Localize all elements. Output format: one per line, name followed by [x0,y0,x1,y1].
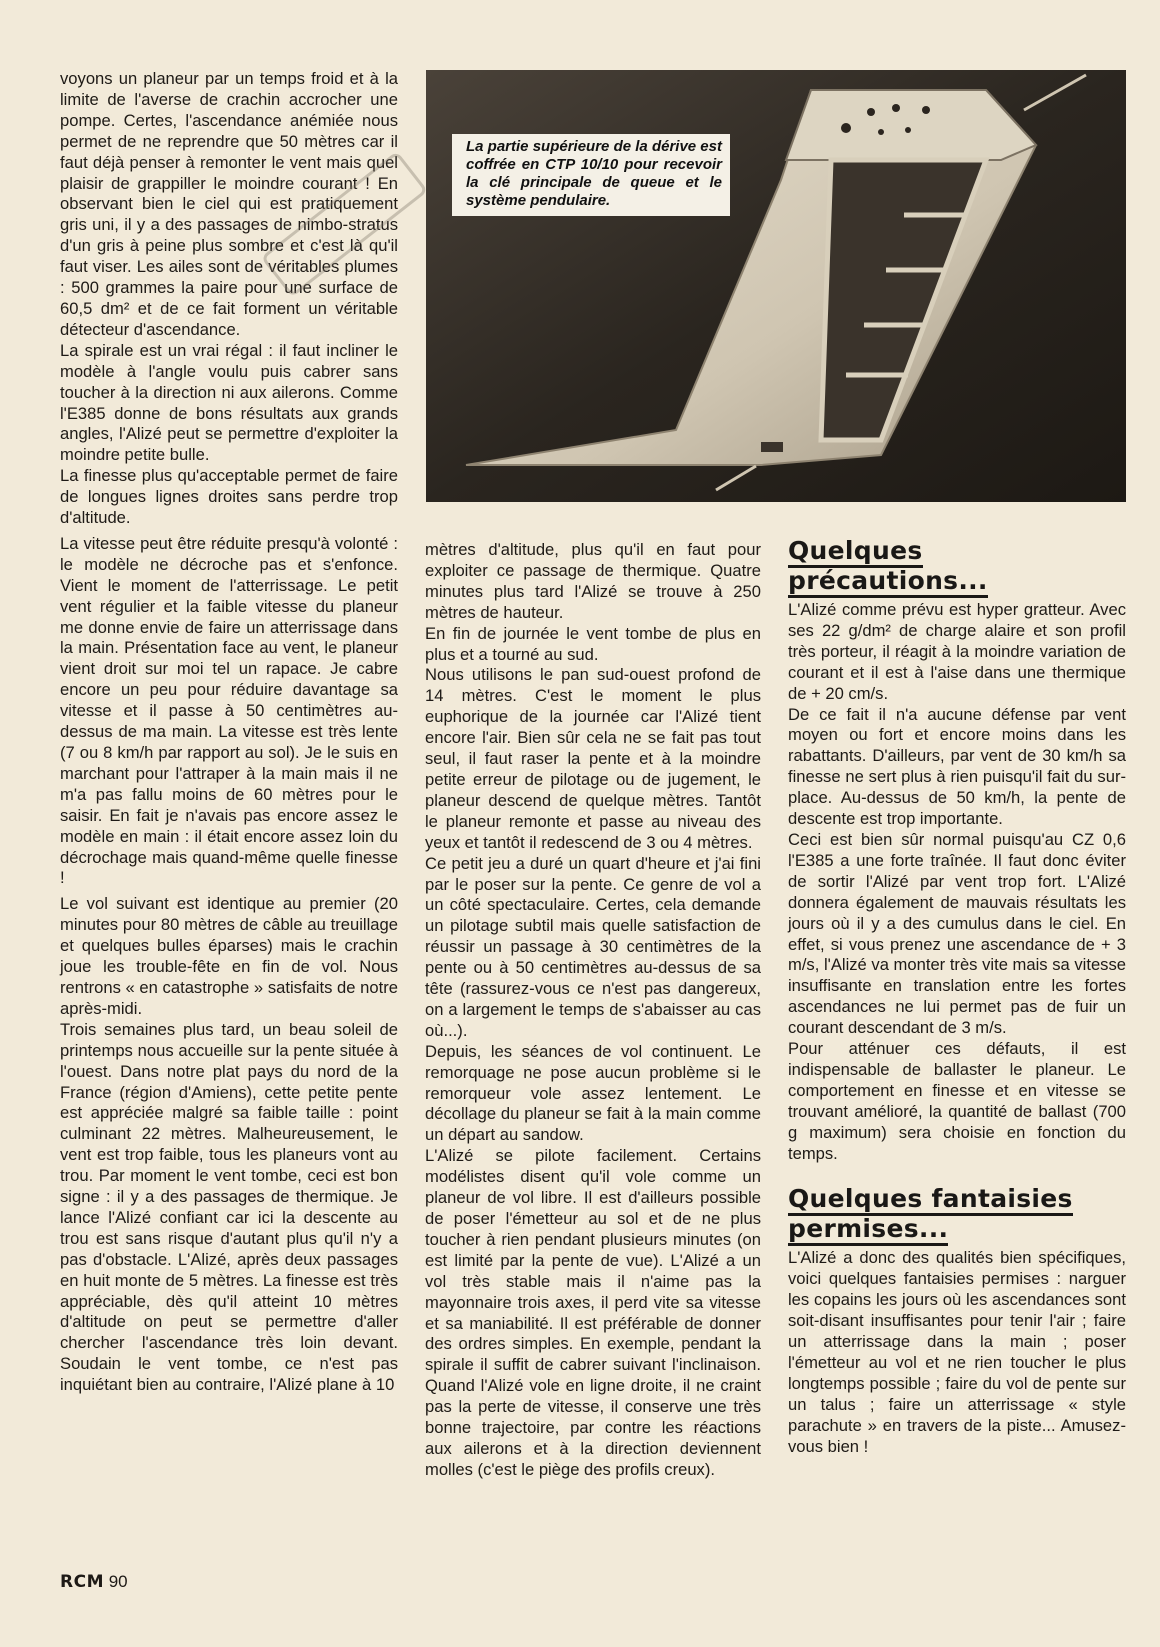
left-column [60,69,398,1396]
paragraph: Pour atténuer ces défauts, il est indispensable de ballaster le planeur. Le comportement en finesse et en vitesse se trouvant amélioré, la quantité de ballast (700 g maximum) sera choisie en fonction du temps. [788,1039,1126,1163]
middle-column [425,540,761,1481]
paragraph: La finesse plus qu'acceptable permet de faire de longues lignes droites sans perdre trop d'altitude. [60,466,398,528]
right-column [788,536,1126,1458]
page-footer [60,1572,128,1592]
section-heading-fantaisies: Quelques fantaisies permises... [788,1184,1126,1244]
paragraph: Ce petit jeu a duré un quart d'heure et j'ai fini par le poser sur la pente. Ce genre de vol a un côté spectaculaire. Certes, cela demande un pilotage subtil mais quelle satisfaction de réussir un passage à 30 centimètres de la pente ou à 50 centimètres au-dessus de sa tête (rassurez-vous ce n'est pas dangereux, on a largement le temps de s'abaisser au cas où...). [425,853,761,1040]
paragraph: Depuis, les séances de vol continuent. Le remorquage ne pose aucun problème si le remorqueur vole assez lentement. Le décollage du planeur se fait à la main comme un départ au sandow. [425,1041,761,1145]
paragraph: Nous utilisons le pan sud-ouest profond de 14 mètres. C'est le moment le plus euphorique de la journée car l'Alizé tient encore l'air. Bien sûr cela ne se fait pas tout seul, il faut raser la pente et à la moindre petite erreur de pilotage ou de jugement, le planeur descend de quelque mètres. Tantôt le planeur remonte et passe au niveau des yeux et tantôt il redescend de 3 ou 4 mètres. [425,665,761,852]
paragraph: Le vol suivant est identique au premier (20 minutes pour 80 mètres de câble au treuillage et quelques bulles éparses) mais le crachin joue les trouble-fête en fin de vol. Nous rentrons « en catastrophe » satisfaits de notre après-midi. [60,894,398,1018]
paragraph: De ce fait il n'a aucune défense par vent moyen ou fort et encore moins dans les rabattants. D'ailleurs, par vent de 30 km/h sa finesse ne sert plus à rien puisqu'il fait du sur-place. Au-dessus de 50 km/h, la pente de descente est trop importante. [788,704,1126,829]
paragraph: L'Alizé comme prévu est hyper gratteur. Avec ses 22 g/dm² de charge alaire et son profil très porteur, il réagit à la moindre variation de courant et il est à l'aise dans une thermique de + 20 cm/s. [788,600,1126,703]
paragraph: L'Alizé se pilote facilement. Certains modélistes disent qu'il vole comme un planeur de vol libre. Il est d'ailleurs possible de poser l'émetteur au sol et de ne plus toucher à rien pendant plusieurs minutes (on est limité par la pente de vue). L'Alizé a un vol très stable mais il n'aime pas la mayonnaire trois axes, il perd vite sa vitesse et sa maniabilité. Il est préférable de donner des ordres simples. En exemple, pendant la spirale il suffit de cabrer suivant l'inclinaison. Quand l'Alizé vole en ligne droite, il ne craint pas la perte de vitesse, il conserve une très bonne trajectoire, par contre les réactions aux ailerons et à la direction deviennent molles (c'est le piège des profils creux). [425,1146,761,1479]
paragraph: La vitesse peut être réduite presqu'à volonté : le modèle ne décroche pas et s'enfonce. Vient le moment de l'atterrissage. Le petit vent régulier et la faible vitesse du planeur me donne envie de faire un atterrissage dans la main. Présentation face au vent, le planeur vient droit sur moi tel un rapace. Je cabre encore un peu pour réduire davantage sa vitesse et il passe à 50 centimètres au-dessus de ma main. La vitesse est très lente (7 ou 8 km/h par rapport au sol). Je le suis en marchant pour l'attraper à la main mais il ne m'a pas fallu moins de 60 mètres pour le saisir. En fait je n'avais pas encore assez le modèle en main : il était encore assez loin du décrochage mais quand-même quelle finesse ! [60,533,398,888]
paragraph: Trois semaines plus tard, un beau soleil de printemps nous accueille sur la pente située à l'ouest. Dans notre plat pays du nord de la France (région d'Amiens), cette petite pente est appréciée malgré sa faible taille : point culminant 22 mètres. Malheureusement, le vent est trop faible, tous les planeurs vont au trou. Par moment le vent tombe, ceci est bon signe : il y a des passages de thermique. Je lance l'Alizé confiant car ici la descente au trou est sans risque d'autant plus qu'il n'y a pas d'obstacle. L'Alizé, après deux passages en huit monte de 5 mètres. La finesse est très appréciable, dès qu'il atteint 10 mètres d'altitude on peut se permettre d'aller chercher l'ascendance très loin devant. Soudain le vent tombe, ce n'est pas inquiétant bien au contraire, l'Alizé plane à 10 [60,1019,398,1395]
section-heading-precautions: Quelques précautions... [788,536,1126,596]
paragraph: La spirale est un vrai régal : il faut incliner le modèle à l'angle voulu puis cabrer sans toucher à la direction ni aux ailerons. Comme l'E385 donne de bons résultats aux grands angles, l'Alizé peut se permettre d'exploiter la moindre petite bulle. [60,340,398,465]
paragraph: L'Alizé a donc des qualités bien spécifiques, voici quelques fantaisies permises : narguer les copains les jours où les ascendances sont soit-disant insuffisantes pour tenir l'air ; faire un atterrissage dans la main ; poser l'émetteur au vol et ne rien toucher le plus longtemps possible ; faire du vol de pente sur un talus ; faire un atterrissage « style parachute » en travers de la piste... Amusez-vous bien ! [788,1248,1126,1456]
paragraph: En fin de journée le vent tombe de plus en plus et a tourné au sud. [425,623,761,664]
paragraph: voyons un planeur par un temps froid et à la limite de l'averse de crachin accrocher une pompe. Certes, l'ascendance anémiée nous permet de ne reprendre que 50 mètres car il faut déjà penser à remonter le vent mais quel plaisir de grappiller le moindre courant ! En observant bien le ciel qui est pratiquement gris uni, il y a des passages de nimbo-stratus d'un gris à peine plus sombre et c'est là qu'il faut viser. Les ailes sont de véritables plumes : 500 grammes la paire pour une surface de 60,5 dm² et de ce fait forment un véritable détecteur d'ascendance. [60,69,398,339]
paragraph: Ceci est bien sûr normal puisqu'au CZ 0,6 l'E385 a une forte traînée. Il faut donc éviter de sortir l'Alizé par vent trop fort. L'Alizé donnera également de mauvais résultats les jours où il y a des cumulus dans le ciel. En effet, si vous prenez une ascendance de + 3 m/s, l'Alizé va monter très vite mais sa vitesse insuffisante en translation entre les fortes ascendances ne lui permet pas de fuir un courant descendant de 3 m/s. [788,829,1126,1038]
paragraph: mètres d'altitude, plus qu'il en faut pour exploiter ce passage de thermique. Quatre minutes plus tard l'Alizé se trouve à 250 mètres de hauteur. [425,540,761,622]
photo-caption: La partie supérieure de la dérive est coffrée en CTP 10/10 pour recevoir la clé principale de queue et le système pendulaire. [452,134,730,216]
magazine-brand: RCM [60,1572,104,1592]
page-number: 90 [108,1572,128,1591]
